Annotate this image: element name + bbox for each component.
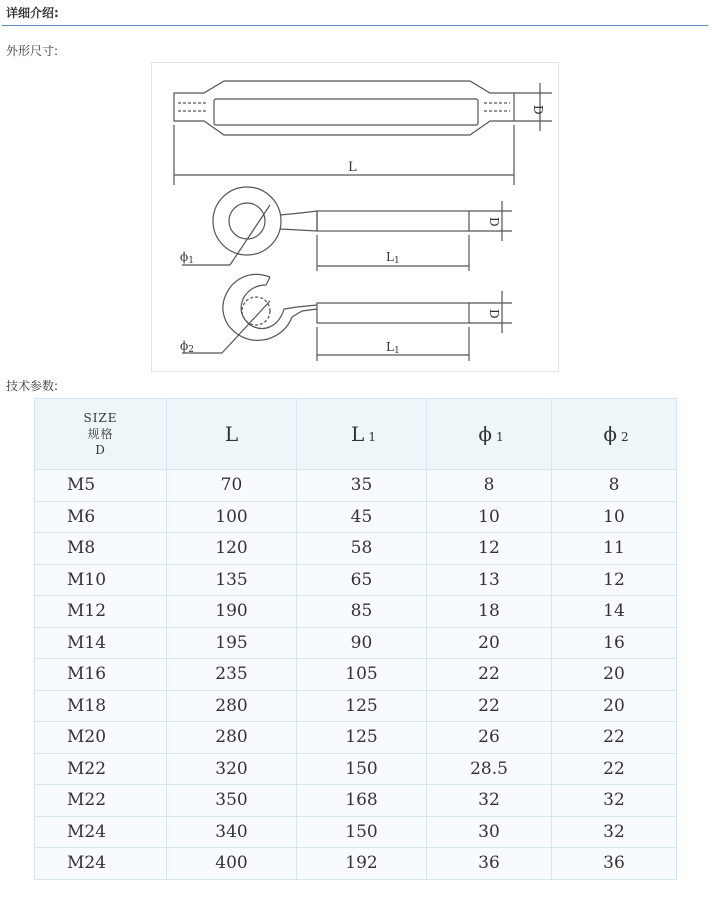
- table-row: [35, 627, 677, 659]
- turnbuckle-diagram: [151, 62, 559, 372]
- eye-bolt: [182, 187, 469, 265]
- table-row: [35, 659, 677, 691]
- label-d-top: D: [531, 105, 545, 115]
- section-title: 详细介绍:: [6, 6, 59, 20]
- cell-size: M22: [35, 753, 167, 785]
- cell-phi2: 12: [552, 564, 677, 596]
- cell-l1: 45: [297, 501, 427, 533]
- cell-l1: 125: [297, 722, 427, 754]
- params-label: 技术参数:: [6, 379, 59, 393]
- label-l: L: [348, 160, 357, 175]
- cell-phi2: 14: [552, 596, 677, 628]
- cell-phi1: 13: [427, 564, 552, 596]
- label-d-eye: D: [487, 217, 501, 227]
- cell-size: M20: [35, 722, 167, 754]
- cell-size: M8: [35, 533, 167, 565]
- cell-l: 350: [167, 785, 297, 817]
- label-phi2: ϕ2: [180, 339, 194, 355]
- header-size-en: SIZE: [83, 411, 118, 425]
- cell-l1: 168: [297, 785, 427, 817]
- header-l: L: [167, 399, 297, 470]
- cell-l: 195: [167, 627, 297, 659]
- table-row: [35, 596, 677, 628]
- cell-size: M12: [35, 596, 167, 628]
- cell-phi2: 32: [552, 816, 677, 848]
- cell-l1: 105: [297, 659, 427, 691]
- header-size-cn: 规格: [87, 427, 114, 441]
- table-row: [35, 690, 677, 722]
- cell-l1: 58: [297, 533, 427, 565]
- cell-phi2: 10: [552, 501, 677, 533]
- cell-l: 120: [167, 533, 297, 565]
- label-d-hook: D: [487, 309, 501, 319]
- cell-phi1: 32: [427, 785, 552, 817]
- label-l1-hook: L1: [386, 340, 400, 356]
- table-row: [35, 848, 677, 880]
- table-row: [35, 722, 677, 754]
- spec-table: [34, 398, 677, 880]
- cell-phi2: 20: [552, 659, 677, 691]
- cell-phi2: 20: [552, 690, 677, 722]
- cell-l: 280: [167, 690, 297, 722]
- cell-l: 70: [167, 470, 297, 502]
- cell-phi1: 22: [427, 690, 552, 722]
- cell-phi1: 28.5: [427, 753, 552, 785]
- cell-l1: 35: [297, 470, 427, 502]
- cell-l: 340: [167, 816, 297, 848]
- turnbuckle-body: [174, 81, 514, 135]
- cell-l1: 150: [297, 816, 427, 848]
- cell-phi1: 30: [427, 816, 552, 848]
- cell-phi1: 26: [427, 722, 552, 754]
- cell-size: M5: [35, 470, 167, 502]
- dimension-l: [174, 125, 514, 185]
- table-row: [35, 533, 677, 565]
- cell-l: 190: [167, 596, 297, 628]
- hook-bolt: [182, 274, 469, 353]
- cell-l: 320: [167, 753, 297, 785]
- cell-l1: 65: [297, 564, 427, 596]
- cell-phi2: 22: [552, 753, 677, 785]
- cell-l: 135: [167, 564, 297, 596]
- cell-size: M24: [35, 848, 167, 880]
- cell-size: M18: [35, 690, 167, 722]
- cell-phi1: 12: [427, 533, 552, 565]
- cell-l: 235: [167, 659, 297, 691]
- header-phi2: ϕ 2: [552, 399, 677, 470]
- cell-l1: 125: [297, 690, 427, 722]
- cell-l: 400: [167, 848, 297, 880]
- cell-size: M16: [35, 659, 167, 691]
- table-row: [35, 501, 677, 533]
- cell-phi2: 11: [552, 533, 677, 565]
- cell-l: 280: [167, 722, 297, 754]
- cell-phi1: 20: [427, 627, 552, 659]
- dimensions-label: 外形尺寸:: [6, 44, 59, 58]
- table-row: [35, 564, 677, 596]
- cell-phi2: 16: [552, 627, 677, 659]
- cell-size: M14: [35, 627, 167, 659]
- label-l1-eye: L1: [386, 250, 400, 266]
- cell-size: M24: [35, 816, 167, 848]
- table-header-row: [35, 399, 677, 470]
- cell-phi2: 8: [552, 470, 677, 502]
- cell-l: 100: [167, 501, 297, 533]
- cell-size: M6: [35, 501, 167, 533]
- cell-phi1: 36: [427, 848, 552, 880]
- cell-phi2: 36: [552, 848, 677, 880]
- table-row: [35, 816, 677, 848]
- cell-l1: 150: [297, 753, 427, 785]
- cell-phi1: 10: [427, 501, 552, 533]
- header-size: [35, 399, 167, 470]
- cell-l1: 192: [297, 848, 427, 880]
- table-row: [35, 785, 677, 817]
- header-l1: L 1: [297, 399, 427, 470]
- cell-size: M10: [35, 564, 167, 596]
- cell-l1: 90: [297, 627, 427, 659]
- cell-size: M22: [35, 785, 167, 817]
- label-phi1: ϕ1: [180, 250, 194, 266]
- cell-phi1: 18: [427, 596, 552, 628]
- cell-l1: 85: [297, 596, 427, 628]
- header-phi1: ϕ 1: [427, 399, 552, 470]
- cell-phi1: 8: [427, 470, 552, 502]
- table-row: [35, 470, 677, 502]
- header-size-d: D: [95, 443, 106, 457]
- cell-phi1: 22: [427, 659, 552, 691]
- title-divider: [2, 25, 708, 26]
- cell-phi2: 32: [552, 785, 677, 817]
- table-row: [35, 753, 677, 785]
- cell-phi2: 22: [552, 722, 677, 754]
